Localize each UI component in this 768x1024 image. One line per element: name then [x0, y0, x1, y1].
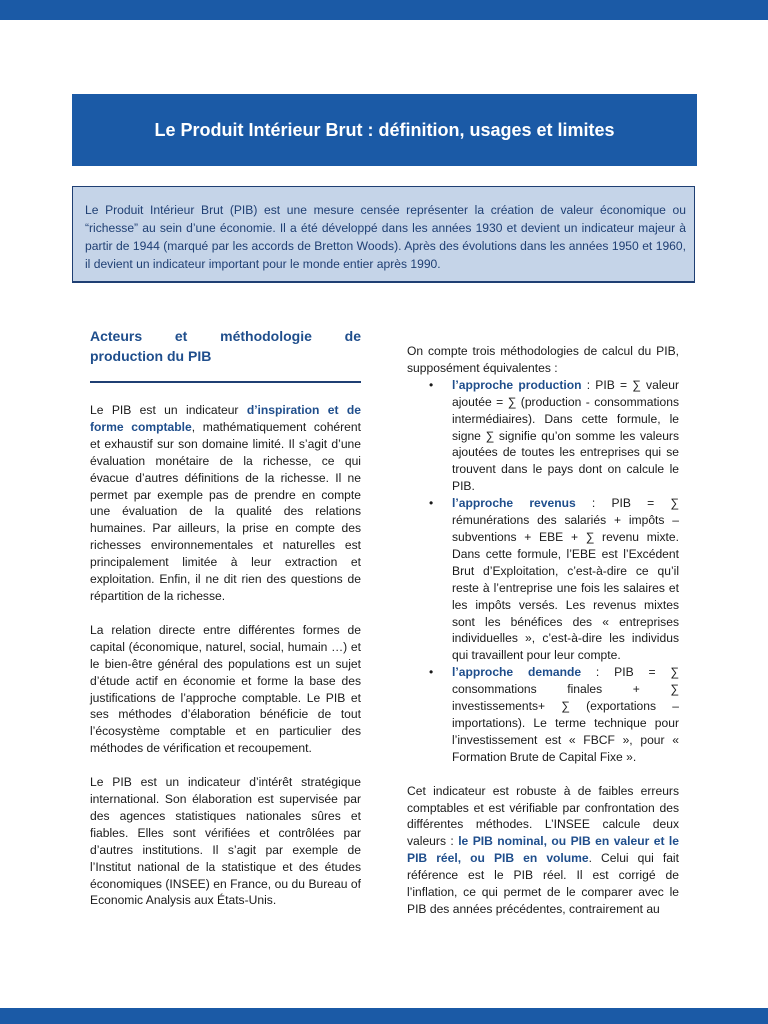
list-item	[407, 664, 679, 765]
list-item-label: l’approche production	[452, 377, 582, 392]
intro-box	[72, 186, 695, 283]
list-item-text: : PIB = ∑ rémunérations des salariés + impôts – subventions + EBE + ∑ revenu mixte. Dans cette formule, l’EBE est l’Excédent Brut d’Exploitation, c’est-à-dire ce qu’il reste à l’entreprise une fois les salaires et les impôts versés. Les revenus mixtes sont les bénéfices des « entreprises individuelles », c’est-à-dire les individus qui travaillent pour leur compte.	[452, 496, 679, 663]
bottom-banner-bar	[0, 1008, 768, 1024]
left-column	[90, 326, 361, 909]
bullet-icon: •	[429, 377, 434, 392]
intro-text: Le Produit Intérieur Brut (PIB) est une mesure censée représenter la création de valeur économique ou “richesse” au sein d’une économie. Il a été développé dans les années 1930 et devient un indicateur majeur à partir de 1944 (marqué par les accords de Bretton Woods). Après des évolutions dans les années 1950 et 1960, il devient un indicateur important pour le monde entier après 1990.	[85, 203, 686, 271]
bullet-icon: •	[429, 665, 434, 680]
page-title-text: Le Produit Intérieur Brut : définition, usages et limites	[154, 119, 615, 140]
heading-divider	[90, 381, 361, 383]
left-paragraph-1	[90, 402, 361, 605]
methodology-list	[407, 377, 679, 766]
list-item	[407, 377, 679, 495]
section-heading	[90, 326, 361, 366]
bullet-icon: •	[429, 496, 434, 511]
section-heading-line1: Acteurs et méthodologie de	[90, 328, 361, 344]
right-paragraph-2-highlight: le PIB nominal, ou PIB en valeur et le PIB réel, ou PIB en volume	[407, 834, 679, 866]
left-paragraph-1-text-end: , mathématiquement cohérent et exhaustif sur son domaine limité. Il s’agit d’une évaluation monétaire de la richesse, ce qui évacue d’autres définitions de la richesse. Il ne permet par exemple pas de prendre en compte une évaluation de la qualité des relations humaines. Par ailleurs, la prise en compte des richesses environnementales et naturelles est principalement limitée à leur extraction et exploitation. Enfin, il ne dit rien des questions de répartition de la richesse.	[90, 419, 361, 603]
section-heading-line2: production du PIB	[90, 348, 212, 364]
list-item-label: l’approche revenus	[452, 496, 576, 511]
left-paragraph-1-text: Le PIB est un indicateur	[90, 403, 247, 417]
list-item	[407, 495, 679, 664]
right-intro-paragraph: On compte trois méthodologies de calcul du PIB, supposément équivalentes :	[407, 344, 679, 375]
left-paragraph-2: La relation directe entre différentes formes de capital (économique, naturel, social, humain …) et le bien-être général des populations est un sujet d’étude actif en économie et forme la base des justifications de l’approche comptable. Le PIB et ses méthodes d’élaboration bénéficie de tout l’écosystème comptable et en particulier des méthodes de vérification et recoupement.	[90, 622, 361, 756]
right-paragraph-2-text: Cet indicateur est robuste à de faibles erreurs comptables et est vérifiable par confrontation des différentes méthodes. L’INSEE calcule deux valeurs :	[407, 783, 679, 849]
left-paragraph-1-highlight: d’inspiration et de forme comptable	[90, 403, 361, 434]
top-banner-bar	[0, 0, 768, 20]
list-item-text: : PIB = ∑ consommations finales + ∑ investissements+ ∑ (exportations – importations). Le terme technique pour l’investissement est « FBCF », pour « Formation Brute de Capital Fixe ».	[452, 665, 679, 764]
left-paragraph-3: Le PIB est un indicateur d’intérêt stratégique international. Son élaboration est supervisée par des agences statistiques nationales sûres et fiables. Elles sont vérifiées et contrôlées par d’autres institutions. Il s’agit par exemple de l’Institut national de la statistique et des études économiques (INSEE) en France, ou du Bureau of Economic Analysis aux États-Unis.	[90, 775, 361, 908]
right-column	[407, 343, 679, 918]
list-item-text: : PIB = ∑ valeur ajoutée = ∑ (production - consommations intermédiaires). Dans cette formule, le signe ∑ signifie qu’on somme les valeurs ajoutées de toutes les entreprises qui se trouvent dans le pays dont on calcule le PIB.	[452, 377, 679, 494]
page-title	[72, 94, 697, 166]
right-paragraph-2-text-end: . Celui qui fait référence est le PIB réel. Il est corrigé de l’inflation, ce qui permet de le comparer avec le PIB des années précédentes, contrairement au	[407, 851, 679, 916]
right-paragraph-2	[407, 783, 679, 918]
list-item-label: l’approche demande	[452, 665, 582, 680]
